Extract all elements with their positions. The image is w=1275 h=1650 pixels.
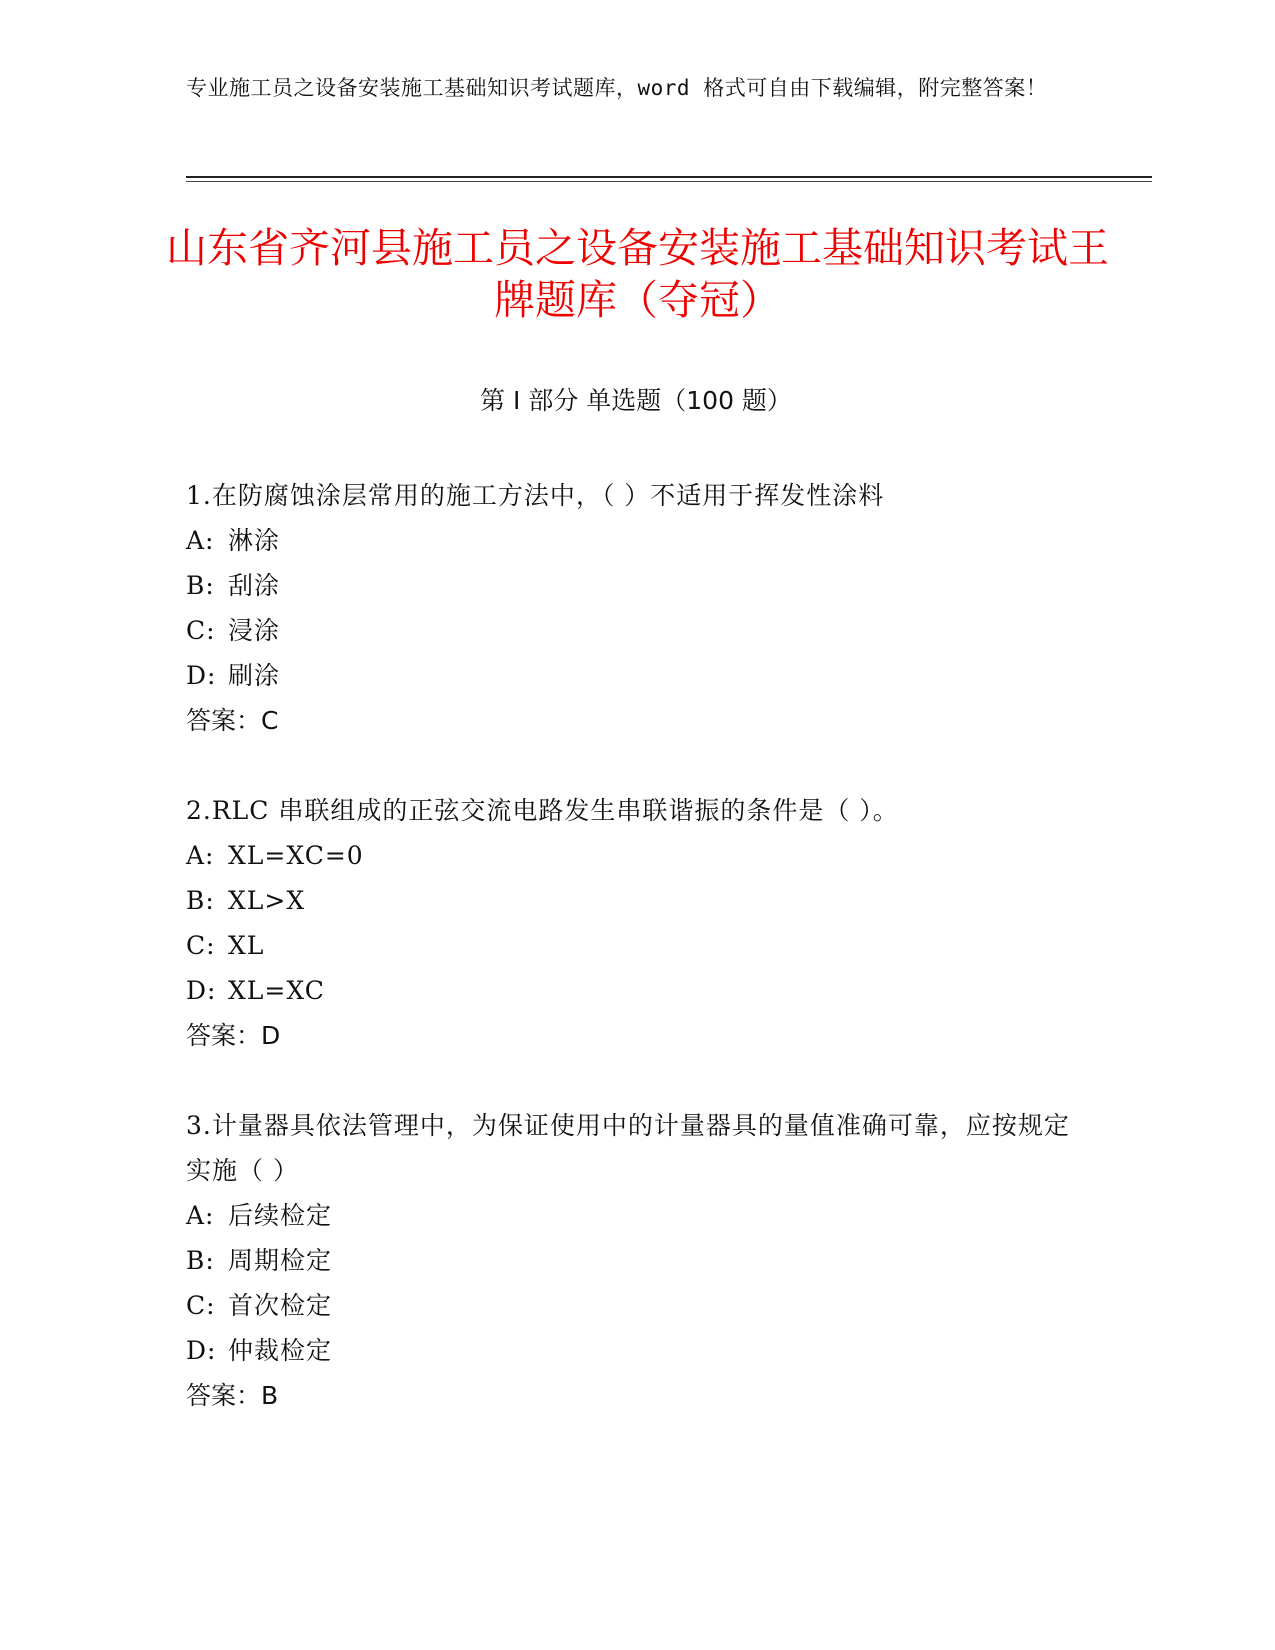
option-b <box>186 1238 1086 1283</box>
question-item <box>186 788 1086 1058</box>
option-c <box>186 1283 1086 1328</box>
option-label: B: <box>186 886 215 915</box>
option-b <box>186 878 1086 923</box>
option-text: 首次检定 <box>228 1291 333 1320</box>
option-label: C: <box>186 616 216 645</box>
option-label: A: <box>186 1201 215 1230</box>
header-divider-thick <box>186 176 1152 178</box>
question-stem: 1.在防腐蚀涂层常用的施工方法中，（ ）不适用于挥发性涂料 <box>186 481 885 510</box>
option-text: 周期检定 <box>228 1246 333 1275</box>
option-a <box>186 1193 1086 1238</box>
question-item <box>186 473 1086 743</box>
option-c <box>186 923 1086 968</box>
option-text: XL>X <box>228 886 306 915</box>
option-a <box>186 518 1086 563</box>
answer-line: 答案：B <box>186 1381 279 1410</box>
option-label: A: <box>186 841 215 870</box>
section-title: 第 I 部分 单选题（100 题） <box>480 386 792 415</box>
option-label: B: <box>186 571 215 600</box>
option-text: XL=XC=0 <box>228 841 364 870</box>
option-text: 仲裁检定 <box>228 1336 333 1365</box>
option-d <box>186 653 1086 698</box>
option-text: 淋涂 <box>228 526 281 555</box>
option-d <box>186 1328 1086 1373</box>
option-d <box>186 968 1086 1013</box>
option-text: XL <box>228 931 265 960</box>
option-b <box>186 563 1086 608</box>
header-note: 专业施工员之设备安装施工基础知识考试题库，word 格式可自由下载编辑，附完整答案！ <box>186 76 1048 100</box>
option-label: D: <box>186 661 217 690</box>
option-c <box>186 608 1086 653</box>
question-stem: 2.RLC 串联组成的正弦交流电路发生串联谐振的条件是（ ）。 <box>186 796 899 825</box>
document-title: 山东省齐河县施工员之设备安装施工基础知识考试王牌题库（夺冠） <box>166 224 1109 324</box>
option-label: B: <box>186 1246 215 1275</box>
option-text: XL=XC <box>228 976 325 1005</box>
question-stem: 3.计量器具依法管理中，为保证使用中的计量器具的量值准确可靠，应按规定实施（ ） <box>186 1111 1070 1185</box>
option-text: 浸涂 <box>228 616 281 645</box>
answer-line: 答案：C <box>186 706 279 735</box>
header-divider-thin <box>186 181 1152 182</box>
option-label: A: <box>186 526 215 555</box>
option-text: 刮涂 <box>228 571 281 600</box>
question-item <box>186 1103 1086 1418</box>
option-label: C: <box>186 931 216 960</box>
option-text: 刷涂 <box>228 661 281 690</box>
option-label: D: <box>186 976 217 1005</box>
option-text: 后续检定 <box>228 1201 333 1230</box>
option-label: D: <box>186 1336 217 1365</box>
option-label: C: <box>186 1291 216 1320</box>
answer-line: 答案：D <box>186 1021 281 1050</box>
option-a <box>186 833 1086 878</box>
